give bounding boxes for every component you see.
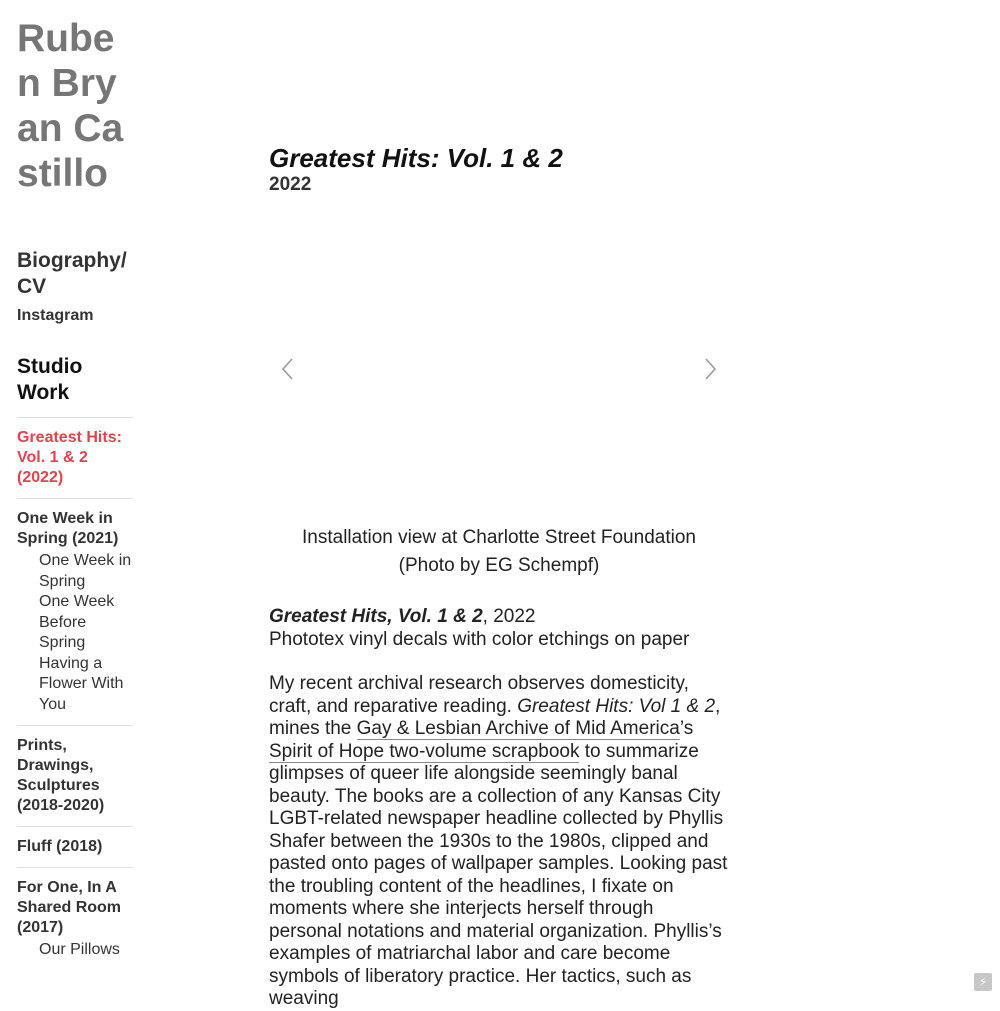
nav-sublink-our-pillows[interactable]: Our Pillows [39,941,120,958]
nav-item-prints-drawings [17,725,133,826]
studio-work-heading: Studio Work [17,355,83,404]
nav-link-greatest-hits[interactable]: Greatest Hits: Vol. 1 & 2 (2022) [17,429,122,486]
instagram-link[interactable]: Instagram [17,307,94,324]
work-title: Greatest Hits, Vol. 1 & 2 [269,606,483,627]
nav-link-one-week-in-spring[interactable]: One Week in Spring (2021) [17,510,119,547]
caption-line: Installation view at Charlotte Street Foundation [302,527,696,548]
work-year: , 2022 [482,606,536,627]
nav-item-fluff [17,826,133,867]
nav-link-fluff[interactable]: Fluff (2018) [17,838,103,855]
nav-link-for-one[interactable]: For One, In A Shared Room (2017) [17,879,122,936]
scrapbook-link[interactable]: Spirit of Hope two-volume scrapbook [269,740,580,762]
chevron-left-icon[interactable] [279,355,297,383]
project-year: 2022 [269,174,312,195]
work-medium: Phototex vinyl decals with color etchings on paper [269,628,690,650]
nav-sublink-one-week-before-spring[interactable]: One Week Before Spring [39,593,115,651]
chevron-right-icon[interactable] [701,355,719,383]
nav-sublink-one-week-in-spring[interactable]: One Week in Spring [39,552,132,590]
nav-item-greatest-hits [17,417,133,498]
site-title[interactable]: Ruben Bryan Castillo [17,17,124,195]
work-title-line [269,606,729,629]
artist-statement: My recent archival research observes domesticity, craft, and reparative reading. Greatest Hits: Vol 1 & 2, mines the Gay & Lesbian Archive of Mid America’s Spirit of Hope two-volume scrapbook to summarize glimpses of queer life alongside seemingly banal beauty. The books are a collection of any Kansas City LGBT-related newspaper headline collected by Phyllis Shafer between the 1930s to the 1980s, clipped and pasted onto pages of wallpaper samples. Looking past the troubling content of the headlines, I fixate on moments where she interjects herself through personal notations and material organization. Phyllis’s examples of matriarchal labor and care become symbols of liberatory practice. Her tactics, such as weaving [269,673,728,1009]
nav-link-prints-drawings[interactable]: Prints, Drawings, Sculptures (2018-2020) [17,737,105,814]
nav-sublink-having-a-flower[interactable]: Having a Flower With You [39,654,124,713]
nav-item-for-one [17,867,133,971]
photo-credit: (Photo by EG Schempf) [398,555,600,576]
sidebar [17,0,133,971]
project-title: Greatest Hits: Vol. 1 & 2 [269,143,563,173]
archive-link[interactable]: Gay & Lesbian Archive of Mid America [356,718,680,739]
image-caption [269,524,729,580]
nav-sublist [39,940,133,961]
image-slideshow[interactable] [269,205,729,525]
statement-title: Greatest Hits: Vol 1 & 2 [517,695,716,717]
about-links [17,248,133,326]
project-nav [17,417,133,971]
lightning-icon[interactable]: ⚡ [974,973,992,991]
project-description [269,606,729,1011]
nav-sublist [39,551,133,715]
biography-cv-link[interactable]: Biography/CV [17,249,127,298]
nav-item-one-week-in-spring [17,498,133,725]
